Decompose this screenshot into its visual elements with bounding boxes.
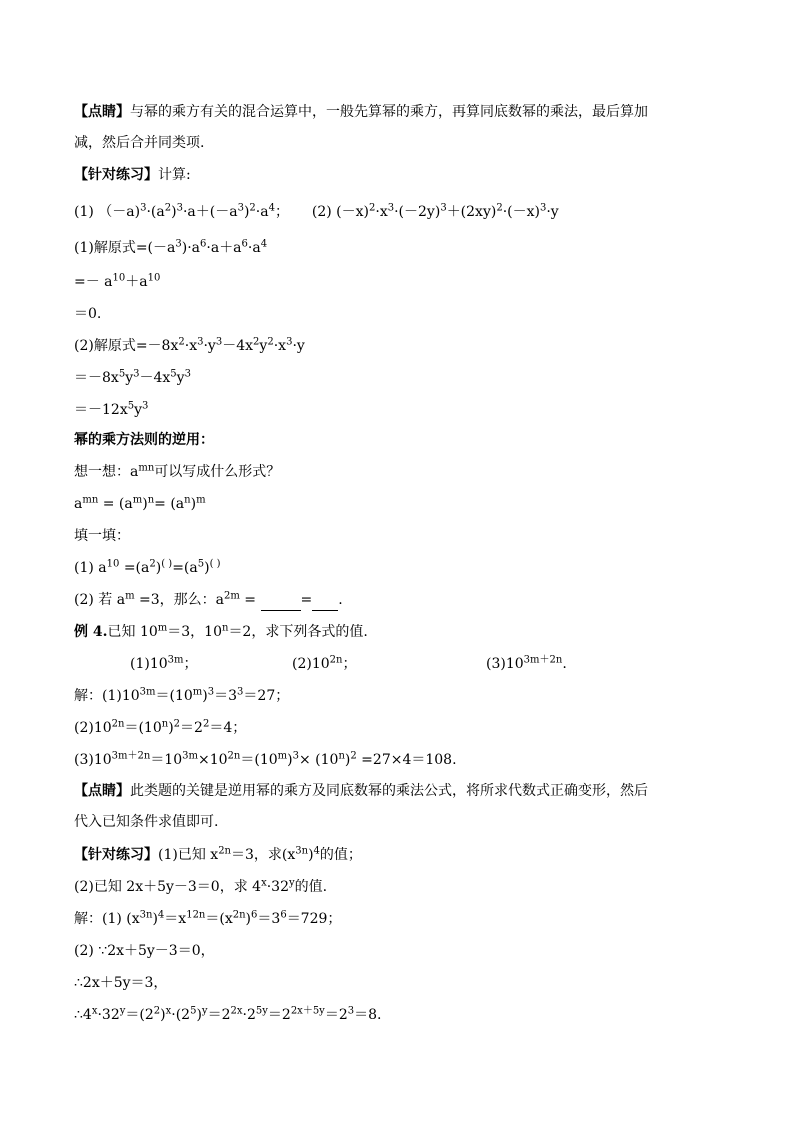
exercise-questions xyxy=(74,202,559,222)
example-solution: 解：$(1)10^{3m}=(10^m)^3=3^3=27$； xyxy=(74,686,290,704)
fill-line-1: (1) $a^{10} =(a^2)^{( )}=(a^5)^{( )}$ xyxy=(74,558,221,576)
fill-line-2: (2) 若 $a^m =3$，那么：$a^{2m}$ = = . xyxy=(74,590,343,611)
tip-bracket: 【点睛】 xyxy=(74,783,130,799)
tip-text: 减，然后合并同类项. xyxy=(74,135,205,151)
example-part-1: $(1)10^{3m}$； xyxy=(130,654,198,672)
exercise-solution: ∴2x＋5y＝3， xyxy=(74,975,168,991)
tip-line-1 xyxy=(74,781,648,801)
exercise-solution: (2) ∵2x＋5y－3＝0， xyxy=(74,943,215,959)
question-number: (2) xyxy=(311,204,332,220)
exercise-bracket: 【针对练习】 xyxy=(74,847,158,863)
answer-blank[interactable] xyxy=(261,590,301,611)
example-title: 例 4.已知 $10^m=3$，$10^n=2$，求下列各式的值. xyxy=(74,622,368,640)
question-1: $(-a)^3\cdot(a^2)^3\cdot a+(-a^3)^2\cdot a^4$； xyxy=(98,202,289,220)
solution-line: (1)解原式$=(-a^3)\cdot a^6\cdot a+a^6\cdot a^4$ xyxy=(74,238,268,256)
solution-line: (2)解原式$=-8x^2\cdot x^3\cdot y^3-4x^2y^2\cdot x^3\cdot y$ xyxy=(74,336,305,354)
tip-line-2 xyxy=(74,812,218,832)
tip-line-2 xyxy=(74,133,204,153)
solution-line: ＝0. xyxy=(74,306,102,322)
exercise-bracket: 【针对练习】 xyxy=(74,167,158,183)
think-line: 想一想：$a^{mn}$可以写成什么形式？ xyxy=(74,462,281,480)
answer-blank[interactable] xyxy=(312,590,338,611)
tip-text: 此类题的关键是逆用幂的乘方及同底数幂的乘法公式，将所求代数式正确变形，然后 xyxy=(130,783,648,799)
exercise-solution: 解：(1) $(x^{3n})^4=x^{12n}=(x^{2n})^6=3^6=729$； xyxy=(74,909,342,927)
tip-line-1 xyxy=(74,102,648,122)
exercise-label: 计算: xyxy=(158,167,191,183)
tip-bracket: 【点睛】 xyxy=(74,104,130,120)
fill-label: 填一填： xyxy=(74,528,130,544)
question-2: $(-x)^2\cdot x^3\cdot(-2y)^3+(2xy)^2\cdot(-x)^3\cdot y$ xyxy=(336,202,559,220)
solution-line: $=-8x^5y^3-4x^5y^3$ xyxy=(74,368,191,386)
section-heading: 幂的乘方法则的逆用： xyxy=(74,432,214,448)
example-part-2: $(2)10^{2n}$； xyxy=(292,654,357,672)
example-part-3: $(3)10^{3m+2n}$. xyxy=(486,654,567,672)
example-solution: $(3)10^{3m+2n}=10^{3m}\times 10^{2n}=(10^m)^3\times (10^n)^2 =27\times 4=108$. xyxy=(74,750,457,768)
example-solution: $(2)10^{2n}=(10^n)^2=2^2=4$； xyxy=(74,718,247,736)
tip-text: 与幂的乘方有关的混合运算中，一般先算幂的乘方，再算同底数幂的乘法，最后算加 xyxy=(130,104,648,120)
solution-line: =－ $a^{10}+a^{10}$ xyxy=(74,272,161,290)
formula-line: $a^{mn} = (a^m)^n= (a^n)^m$ xyxy=(74,494,206,512)
tip-text: 代入已知条件求值即可. xyxy=(74,814,219,830)
exercise-question: 【针对练习】(1)已知 $x^{2n}=3$，求$(x^{3n})^4$的值； xyxy=(74,845,362,863)
exercise-heading xyxy=(74,165,191,185)
question-number: (1) xyxy=(74,204,94,220)
solution-line: $=-12x^5y^3$ xyxy=(74,400,149,418)
exercise-question: (2)已知 2x＋5y－3＝0，求 $4^x\cdot 32^y$的值. xyxy=(74,877,328,895)
exercise-solution: $\therefore 4^x\cdot 32^y=(2^2)^x\cdot(2^5)^y=2^{2x}\cdot 2^{5y}=2^{2x+5y}=2^3=8$. xyxy=(74,1005,382,1023)
